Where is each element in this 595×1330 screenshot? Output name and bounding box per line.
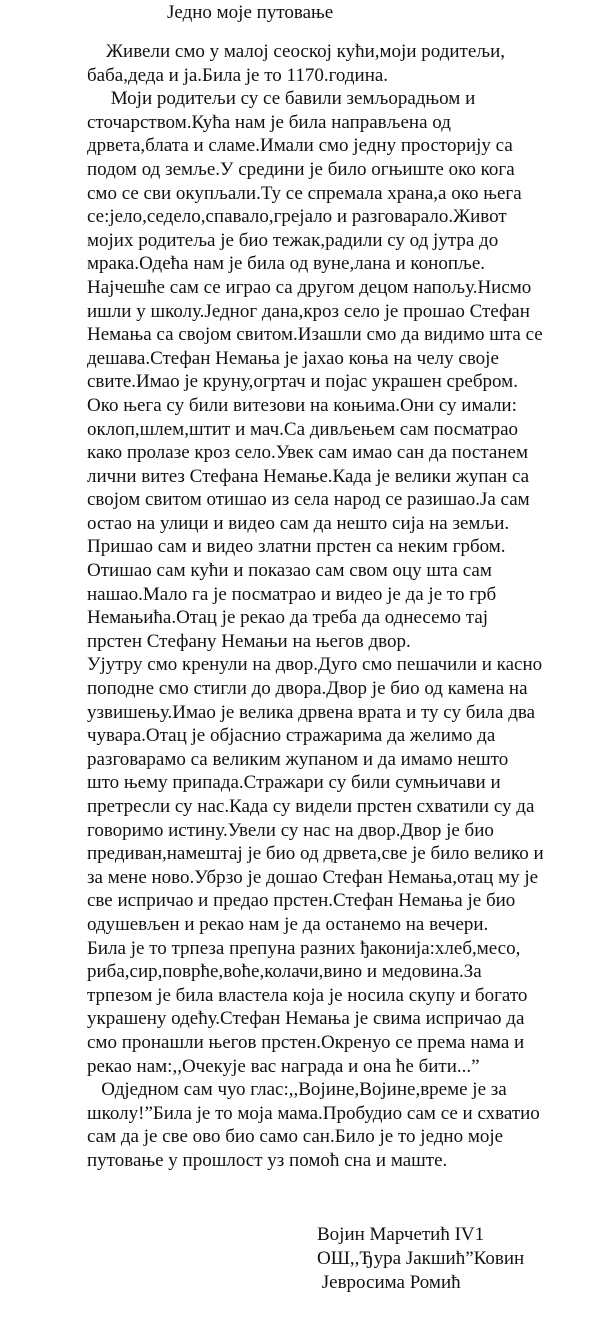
text-line: разговарамо са великим жупаном и да имамо нешто [87,748,509,770]
text-line: за мене ново.Убрзо је дошао Стефан Немања,отац му је [87,866,539,888]
essay-body [87,40,587,1173]
text-line: рекао нам:,,Очекује вас награда и она ће бити...” [87,1055,480,1077]
text-line: Немања са својом свитом.Изашли смо да видимо шта се [87,324,543,346]
text-line: путовање у прошлост уз помоћ сна и маште. [87,1149,448,1171]
text-line: украшену одећу.Стефан Немања је свима испричао да [87,1008,525,1030]
text-line: дрвета,блата и сламе.Имали смо једну просторију са [87,135,513,157]
text-line: сточарством.Кућа нам је била направљена од [87,111,451,133]
signature-block [317,1223,524,1295]
text-line: подом од земље.У средини је било огњиште око кога [87,158,515,180]
text-line: претресли су нас.Када су видели прстен схватили су да [87,796,535,817]
text-line: остао на улици и видео сам да нешто сија на земљи. [87,512,510,534]
text-line: предиван,намештај је био од дрвета,све је било велико и [87,843,544,865]
text-line: смо пронашли његов прстен.Окренуо се према нама и [87,1031,525,1053]
text-line: Живели смо у малој сеоској кући,моји родитељи, [87,41,505,62]
text-line: баба,деда и ја.Била је то 1170.година. [87,64,389,86]
text-line: поподне смо стигли до двора.Двор је био од камена на [87,678,528,700]
text-line: сам да је све ово био само сан.Било је то једно моје [87,1126,504,1148]
text-line: како пролазе кроз село.Увек сам имао сан да постанем [87,442,528,464]
text-line: се:јело,седело,спавало,грејало и разговарало.Живот [87,206,507,228]
text-line: трпезом је била властела која је носила скупу и богато [87,984,528,1006]
text-line: ишли у школу.Једног дана,кроз село је прошао Стефан [87,300,530,322]
text-line: смо се сви окупљали.Ту се спремала храна,а око њега [87,182,522,204]
text-line: одушевљен и рекао нам је да останемо на вечери. [87,913,489,935]
text-line: чувара.Отац је објаснио стражарима да желимо да [87,725,496,747]
text-line: узвишењу.Имао је велика дрвена врата и ту су била два [87,701,536,723]
text-line: риба,сир,поврће,воће,колачи,вино и медовина.За [87,961,482,983]
author-name: Војин Марчетић IV1 [317,1224,485,1245]
text-line: нашао.Мало га је посматрао и видео је да је то грб [87,583,497,605]
text-line: мрака.Одећа нам је била од вуне,лана и конопље. [87,253,485,275]
text-line: Немањића.Отац је рекао да треба да однесемо тај [87,607,489,629]
page-title: Једно моје путовање [167,2,334,23]
text-line: оклоп,шлем,штит и мач.Са дивљењем сам посматрао [87,418,518,440]
text-line: прстен Стефану Немањи на његов двор. [87,630,411,652]
text-line: све испричао и предао прстен.Стефан Немања је био [87,890,516,912]
text-line: Била је то трпеза препуна разних ђаконија:хлеб,месо, [87,937,521,959]
text-line: свите.Имао је круну,огртач и појас украшен сребром. [87,371,518,393]
text-line: Отишао сам кући и показао сам свом оцу шта сам [87,560,492,582]
text-line: Пришао сам и видео златни прстен са неким грбом. [87,536,506,558]
text-line: што њему припада.Стражари су били сумњичави и [87,772,501,794]
text-line: школу!”Била је то моја мама.Пробудио сам се и схватио [87,1102,540,1124]
text-line: дешава.Стефан Немања је јахао коња на челу своје [87,347,499,369]
text-line: Најчешће сам се играо са другом децом напољу.Нисмо [87,276,532,298]
school-name: ОШ,,Ђура Јакшић”Ковин [317,1248,525,1269]
text-line: Ујутру смо кренули на двор.Дуго смо пешачили и касно [87,654,543,676]
teacher-name: Јевросима Ромић [317,1272,461,1293]
text-line: лични витез Стефана Немање.Када је велики жупан са [87,465,530,487]
text-line: говоримо истину.Увели су нас на двор.Двор је био [87,819,494,841]
text-line: Одједном сам чуо глас:,,Војине,Војине,време је за [87,1079,507,1101]
text-line: Око њега су били витезови на коњима.Они су имали: [87,394,517,416]
text-line: мојих родитеља је био тежак,радили су од јутра до [87,229,499,251]
text-line: својом свитом отишао из села народ се разишао.Ја сам [87,489,530,511]
text-line: Моји родитељи су се бавили земљорадњом и [87,88,476,110]
